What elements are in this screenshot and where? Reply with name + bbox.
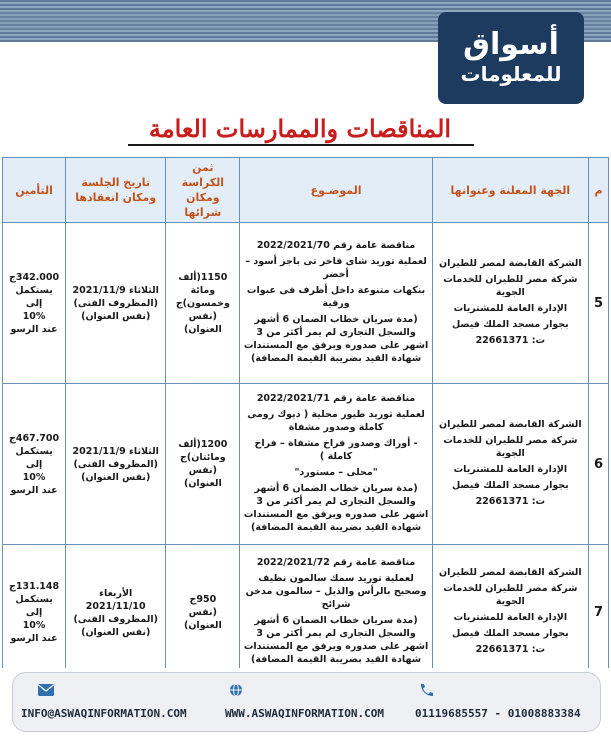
session-date: الثلاثاء 2021/11/9 <box>72 284 159 296</box>
table-row <box>3 223 609 384</box>
session-date: 2021/11/10 <box>85 600 146 612</box>
session-place: (نفس العنوان) <box>81 310 151 322</box>
subject-line: مناقصة عامة رقم 2022/2021/71 <box>256 392 416 404</box>
insurance-note: عند الرسو <box>10 484 58 496</box>
insurance-percent: 10% <box>22 620 46 631</box>
header-price-line1: ثمن الكراسة <box>181 161 225 189</box>
entity-line: الشركة القابضة لمصر للطيران <box>439 418 582 430</box>
brand-logo <box>438 12 584 104</box>
session-type: (المظروف الفنى) <box>73 297 158 309</box>
subject-note: (مدة سريان خطاب الضمان 6 أشهر والسجل التجارى لم يمر أكثر من 3 اشهر على صدوره ويرفق مع المستندات شهادة القيد بضريبة القيمة المضافة) <box>243 313 429 364</box>
subject-note: (مدة سريان خطاب الضمان 6 أشهر والسجل التجارى لم يمر أكثر من 3 اشهر على صدوره ويرفق مع المستندات شهادة القيد بضريبة القيمة المضافة) <box>243 482 429 533</box>
row-number: 6 <box>588 384 608 545</box>
header-price <box>166 158 240 223</box>
insurance-note: عند الرسو <box>10 323 58 335</box>
row-number: 7 <box>588 545 608 681</box>
entity-line: الإدارة العامة للمشتريات <box>453 463 568 475</box>
session-place: (نفس العنوان) <box>81 471 151 483</box>
mail-icon <box>37 683 55 697</box>
subject-line: "محلى – مستورد" <box>294 466 378 478</box>
insurance-note: يستكمل إلى <box>15 594 53 618</box>
subject-cell <box>240 545 432 681</box>
table-row <box>3 545 609 681</box>
session-date: الثلاثاء 2021/11/9 <box>72 445 159 457</box>
entity-cell <box>432 545 588 681</box>
insurance-note: يستكمل إلى <box>15 445 53 470</box>
session-day: الأربعاء <box>99 587 133 599</box>
footer <box>0 668 611 738</box>
price-cell <box>166 384 240 545</box>
entity-cell <box>432 223 588 384</box>
price-cell <box>166 545 240 681</box>
header-price-line2: ومكان شرائها <box>184 191 222 219</box>
subject-line: لعملية توريد طيور محلية ( ديوك رومى كاملة وصدور مشفاة <box>247 408 425 433</box>
subject-line: مناقصة عامة رقم 2022/2021/72 <box>256 557 416 568</box>
entity-phone: ت: 22661371 <box>475 495 546 507</box>
insurance-amount: 131.148ج <box>9 581 60 592</box>
entity-line: الشركة القابضة لمصر للطيران <box>439 567 582 578</box>
subject-line: لعملية توريد سمك سالمون نظيف وصحيح بالرأس والذيل – سالمون مدخن شرائح <box>245 573 427 610</box>
price-value: 1200(ألف ومائتان)ج <box>178 439 228 463</box>
subject-cell <box>240 223 432 384</box>
session-type: (المظروف الفنى) <box>73 613 158 625</box>
footer-phones[interactable]: 01119685557 - 01008883384 <box>415 707 581 720</box>
header-subject: الموضـوع <box>240 158 432 223</box>
price-cell <box>166 223 240 384</box>
price-place: (نفس العنوان) <box>183 310 222 335</box>
session-type: (المظروف الفنى) <box>73 458 158 470</box>
footer-contact-bar <box>12 672 601 732</box>
footer-website[interactable]: WWW.ASWAQINFORMATION.COM <box>225 707 384 720</box>
header-insurance: التأمين <box>3 158 66 223</box>
entity-line: بجوار مسجد الملك فيصل <box>451 628 569 639</box>
entity-line: الإدارة العامة للمشتريات <box>453 612 568 623</box>
logo-word-aswaq: أسواق <box>463 27 559 62</box>
entity-phone: ت: 22661371 <box>475 334 546 346</box>
entity-cell <box>432 384 588 545</box>
logo-word-information: للمعلومات <box>460 62 562 86</box>
phone-icon <box>417 683 435 697</box>
subject-note: (مدة سريان خطاب الضمان 6 أشهر والسجل التجارى لم يمر أكثر من 3 اشهر على صدوره ويرفق مع المستندات شهادة القيد بضريبة القيمة المضافة) <box>243 615 429 665</box>
subject-line: - أوراك وصدور فراخ مشفاة – فراخ كاملة ) <box>254 437 418 462</box>
entity-line: شركة مصر للطيران للخدمات الجوية <box>443 583 578 607</box>
subject-line: بنكهات متنوعة داخل أظرف فى عبوات ورقية <box>246 284 426 309</box>
insurance-note: عند الرسو <box>10 633 58 644</box>
date-cell <box>66 223 166 384</box>
tenders-table <box>2 157 609 681</box>
subject-line: لعملية توريد شاى فاخر تى باجز أسود – أخضر <box>245 255 427 280</box>
subject-line: مناقصة عامة رقم 2022/2021/70 <box>256 239 416 251</box>
date-cell <box>66 384 166 545</box>
date-cell <box>66 545 166 681</box>
insurance-percent: 10% <box>22 471 46 483</box>
header-m: م <box>588 158 608 223</box>
entity-line: الشركة القابضة لمصر للطيران <box>439 257 582 269</box>
globe-icon <box>227 683 245 697</box>
insurance-cell <box>3 384 66 545</box>
entity-phone: ت: 22661371 <box>475 644 546 655</box>
header-date-line2: ومكان انعقادها <box>75 191 157 204</box>
entity-line: شركة مصر للطيران للخدمات الجوية <box>443 434 578 459</box>
insurance-amount: 467.700ج <box>9 432 60 444</box>
table-header-row <box>3 158 609 223</box>
header-date-line1: تاريخ الجلسة <box>81 176 151 189</box>
price-place: (نفس العنوان) <box>183 607 222 631</box>
insurance-percent: 10% <box>22 310 46 322</box>
page-title: المناقصات والممارسات العامة <box>148 114 452 143</box>
price-value: 1150(ألف ومائة وخمسون)ج <box>175 271 230 309</box>
insurance-amount: 342.000ج <box>9 271 60 283</box>
price-value: 950ج <box>189 594 217 605</box>
header-entity: الجهة المعلنة وعنوانها <box>432 158 588 223</box>
entity-line: بجوار مسجد الملك فيصل <box>451 318 569 330</box>
entity-line: شركة مصر للطيران للخدمات الجوية <box>443 273 578 298</box>
table-row <box>3 384 609 545</box>
price-place: (نفس العنوان) <box>183 465 222 489</box>
header-date <box>66 158 166 223</box>
insurance-cell <box>3 223 66 384</box>
row-number: 5 <box>588 223 608 384</box>
title-underline <box>128 144 474 146</box>
session-place: (نفس العنوان) <box>81 626 151 638</box>
subject-cell <box>240 384 432 545</box>
entity-line: الإدارة العامة للمشتريات <box>453 302 568 314</box>
footer-email[interactable]: INFO@ASWAQINFORMATION.COM <box>21 707 187 720</box>
insurance-cell <box>3 545 66 681</box>
insurance-note: يستكمل إلى <box>15 284 53 309</box>
entity-line: بجوار مسجد الملك فيصل <box>451 479 569 491</box>
